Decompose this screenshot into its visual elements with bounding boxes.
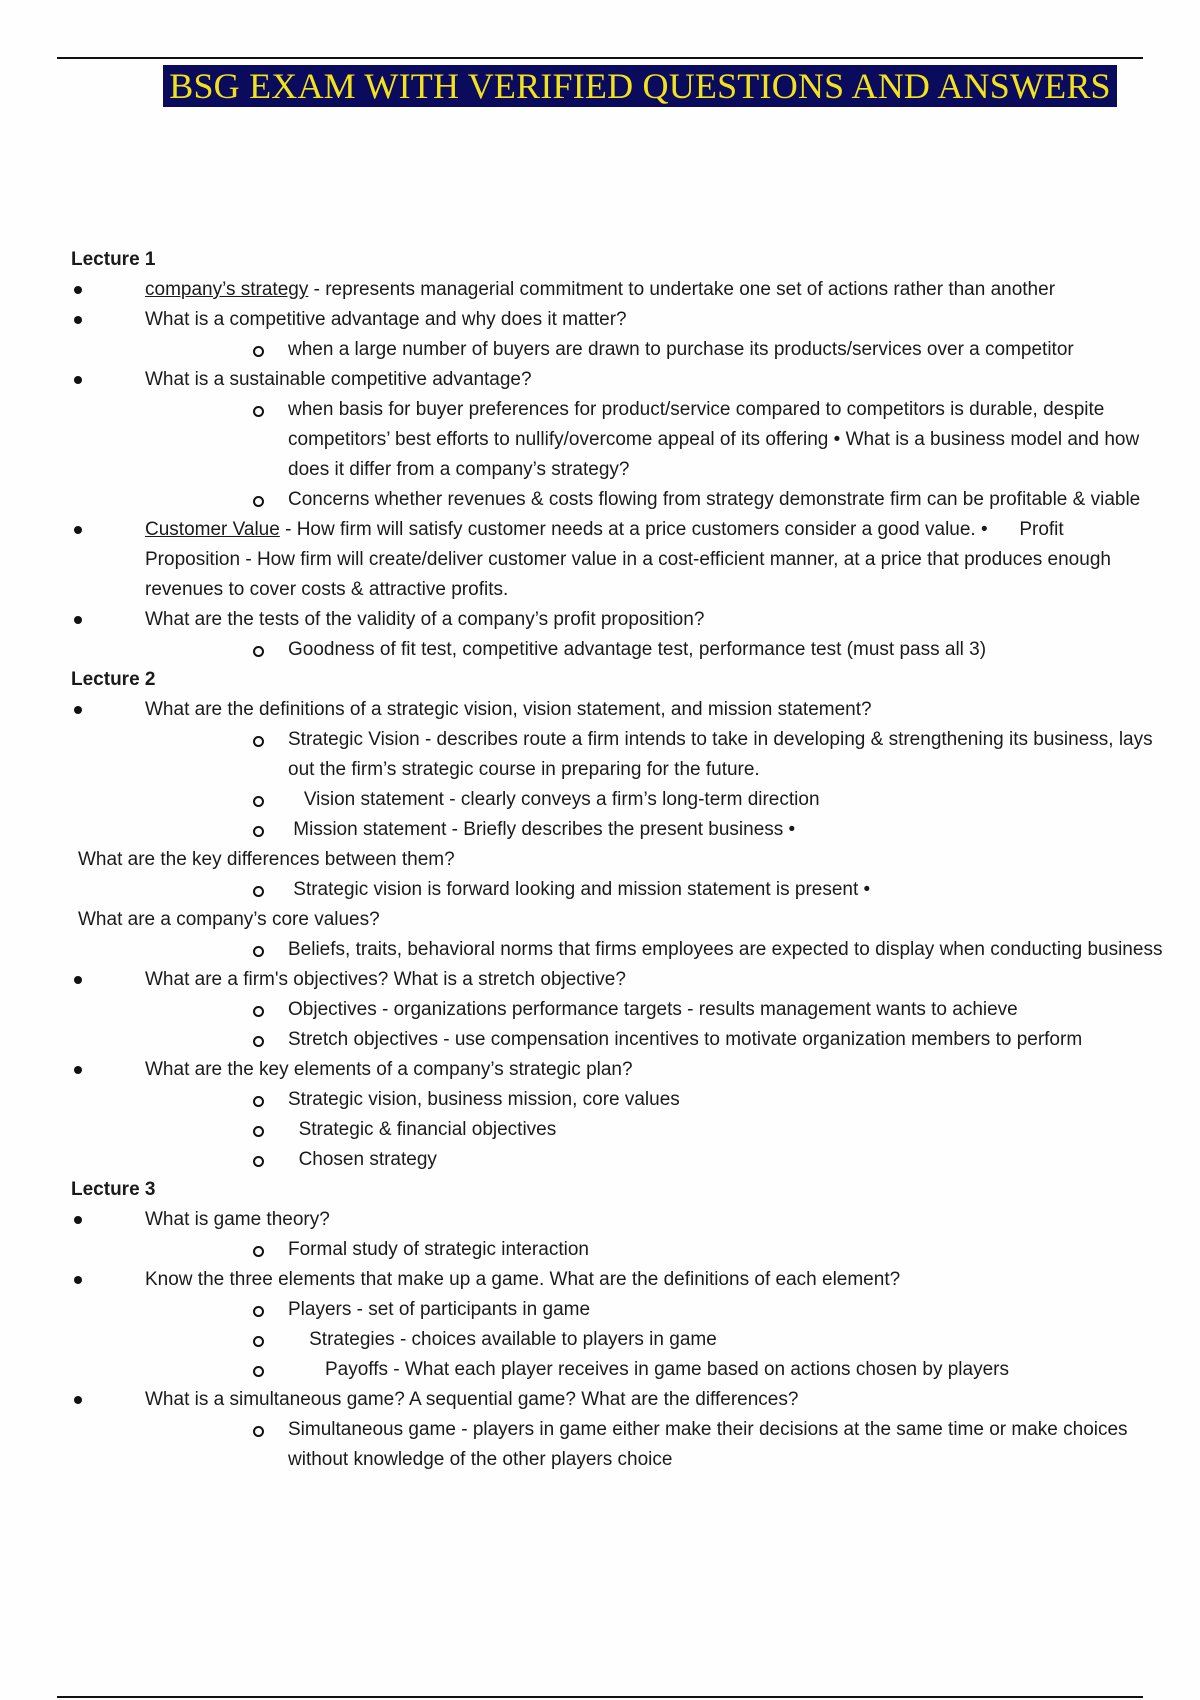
sub-bullet-circle-icon — [253, 796, 264, 807]
item-text: - How firm will satisfy customer needs at a price customers consider a good value. • Profit Proposition - How firm will create/deliver customer value in a cost-efficient manner, at a price that produces enough revenues to cover costs & attractive profits. — [145, 519, 1117, 600]
sub-bullet-item — [0, 1085, 1200, 1115]
sub-bullet-circle-icon — [253, 1246, 264, 1257]
item-text: Players - set of participants in game — [288, 1299, 591, 1320]
item-text: Simultaneous game - players in game either make their decisions at the same time or make choices without knowledge of the other players choice — [288, 1419, 1133, 1470]
sub-bullet-item — [0, 1355, 1200, 1385]
sub-bullet-circle-icon — [253, 1036, 264, 1047]
question-line — [0, 905, 1200, 935]
bullet-dot-icon — [74, 976, 82, 984]
sub-bullet-circle-icon — [253, 346, 264, 357]
item-text: What are the definitions of a strategic vision, vision statement, and mission statement? — [145, 699, 872, 720]
sub-bullet-item — [0, 1115, 1200, 1145]
bullet-dot-icon — [74, 376, 82, 384]
item-text: Know the three elements that make up a game. What are the definitions of each element? — [145, 1269, 901, 1290]
lecture-heading: Lecture 2 — [71, 669, 156, 690]
item-text: What are the tests of the validity of a company’s profit proposition? — [145, 609, 705, 630]
item-text: What is a simultaneous game? A sequential game? What are the differences? — [145, 1389, 799, 1410]
bullet-item — [0, 1385, 1200, 1415]
bullet-item — [0, 695, 1200, 725]
sub-bullet-circle-icon — [253, 496, 264, 507]
item-text: Mission statement - Briefly describes the present business • — [288, 819, 796, 840]
sub-bullet-circle-icon — [253, 1006, 264, 1017]
sub-bullet-circle-icon — [253, 646, 264, 657]
lecture-heading: Lecture 1 — [71, 249, 156, 270]
item-text: Vision statement - clearly conveys a firm’s long-term direction — [288, 789, 820, 810]
top-rule — [57, 57, 1143, 59]
document-body — [0, 245, 1200, 1475]
item-text: Objectives - organizations performance targets - results management wants to achieve — [288, 999, 1018, 1020]
sub-bullet-circle-icon — [253, 1306, 264, 1317]
sub-bullet-circle-icon — [253, 736, 264, 747]
document-title-banner — [163, 65, 1117, 107]
sub-bullet-circle-icon — [253, 1426, 264, 1437]
bullet-item — [0, 1055, 1200, 1085]
sub-bullet-item — [0, 875, 1200, 905]
sub-bullet-circle-icon — [253, 1366, 264, 1377]
defined-term: company’s strategy — [145, 279, 309, 300]
item-text: What are a firm's objectives? What is a stretch objective? — [145, 969, 626, 990]
sub-bullet-item — [0, 995, 1200, 1025]
sub-bullet-item — [0, 725, 1200, 785]
item-text: Concerns whether revenues & costs flowing from strategy demonstrate firm can be profitable & viable — [288, 489, 1141, 510]
bullet-item — [0, 305, 1200, 335]
item-text: What is game theory? — [145, 1209, 330, 1230]
item-text: Chosen strategy — [288, 1149, 437, 1170]
sub-bullet-item — [0, 1145, 1200, 1175]
sub-bullet-item — [0, 935, 1200, 965]
bullet-dot-icon — [74, 1276, 82, 1284]
bullet-item — [0, 965, 1200, 995]
bullet-dot-icon — [74, 1066, 82, 1074]
question-line — [0, 845, 1200, 875]
lecture-heading: Lecture 3 — [71, 1179, 156, 1200]
sub-bullet-circle-icon — [253, 1336, 264, 1347]
document-title: BSG EXAM WITH VERIFIED QUESTIONS AND ANSWERS — [169, 66, 1111, 106]
item-text: when basis for buyer preferences for product/service compared to competitors is durable, despite competitors’ best efforts to nullify/overcome appeal of its offering • What is a business model and how does it differ from a company’s strategy? — [288, 399, 1145, 480]
sub-bullet-circle-icon — [253, 826, 264, 837]
sub-bullet-circle-icon — [253, 406, 264, 417]
sub-bullet-item — [0, 395, 1200, 485]
item-text: Beliefs, traits, behavioral norms that firms employees are expected to display when conducting business — [288, 939, 1163, 960]
item-text: when a large number of buyers are drawn to purchase its products/services over a competitor — [288, 339, 1074, 360]
sub-bullet-item — [0, 1025, 1200, 1055]
item-text: What are the key elements of a company’s strategic plan? — [145, 1059, 633, 1080]
sub-bullet-item — [0, 1235, 1200, 1265]
item-text: What is a sustainable competitive advantage? — [145, 369, 532, 390]
item-text: Strategic & financial objectives — [288, 1119, 557, 1140]
bullet-item — [0, 1265, 1200, 1295]
bullet-dot-icon — [74, 316, 82, 324]
sub-bullet-item — [0, 635, 1200, 665]
bullet-dot-icon — [74, 1216, 82, 1224]
sub-bullet-item — [0, 1295, 1200, 1325]
sub-bullet-item — [0, 1325, 1200, 1355]
sub-bullet-item — [0, 1415, 1200, 1475]
item-text: What are the key differences between them? — [78, 849, 455, 870]
sub-bullet-item — [0, 485, 1200, 515]
sub-bullet-circle-icon — [253, 1156, 264, 1167]
bullet-dot-icon — [74, 706, 82, 714]
item-text: Strategic vision, business mission, core values — [288, 1089, 680, 1110]
bullet-item — [0, 365, 1200, 395]
sub-bullet-item — [0, 335, 1200, 365]
item-text: Goodness of fit test, competitive advantage test, performance test (must pass all 3) — [288, 639, 987, 660]
bullet-item — [0, 1205, 1200, 1235]
sub-bullet-circle-icon — [253, 886, 264, 897]
sub-bullet-circle-icon — [253, 946, 264, 957]
bullet-item — [0, 605, 1200, 635]
bullet-dot-icon — [74, 286, 82, 294]
bullet-dot-icon — [74, 616, 82, 624]
item-text: What are a company’s core values? — [78, 909, 380, 930]
sub-bullet-circle-icon — [253, 1126, 264, 1137]
bullet-dot-icon — [74, 526, 82, 534]
bullet-item — [0, 515, 1200, 605]
item-text: Strategies - choices available to players in game — [288, 1329, 717, 1350]
item-text: Strategic vision is forward looking and mission statement is present • — [288, 879, 871, 900]
item-text: What is a competitive advantage and why does it matter? — [145, 309, 627, 330]
bottom-rule — [57, 1696, 1143, 1698]
bullet-item — [0, 275, 1200, 305]
item-text: Stretch objectives - use compensation incentives to motivate organization members to perform — [288, 1029, 1083, 1050]
item-text: Formal study of strategic interaction — [288, 1239, 589, 1260]
sub-bullet-item — [0, 785, 1200, 815]
sub-bullet-circle-icon — [253, 1096, 264, 1107]
item-text: Payoffs - What each player receives in game based on actions chosen by players — [288, 1359, 1009, 1380]
bullet-dot-icon — [74, 1396, 82, 1404]
sub-bullet-item — [0, 815, 1200, 845]
item-text: Strategic Vision - describes route a firm intends to take in developing & strengthening its business, lays out the firm’s strategic course in preparing for the future. — [288, 729, 1158, 780]
defined-term: Customer Value — [145, 519, 280, 540]
item-text: - represents managerial commitment to undertake one set of actions rather than another — [308, 279, 1056, 300]
